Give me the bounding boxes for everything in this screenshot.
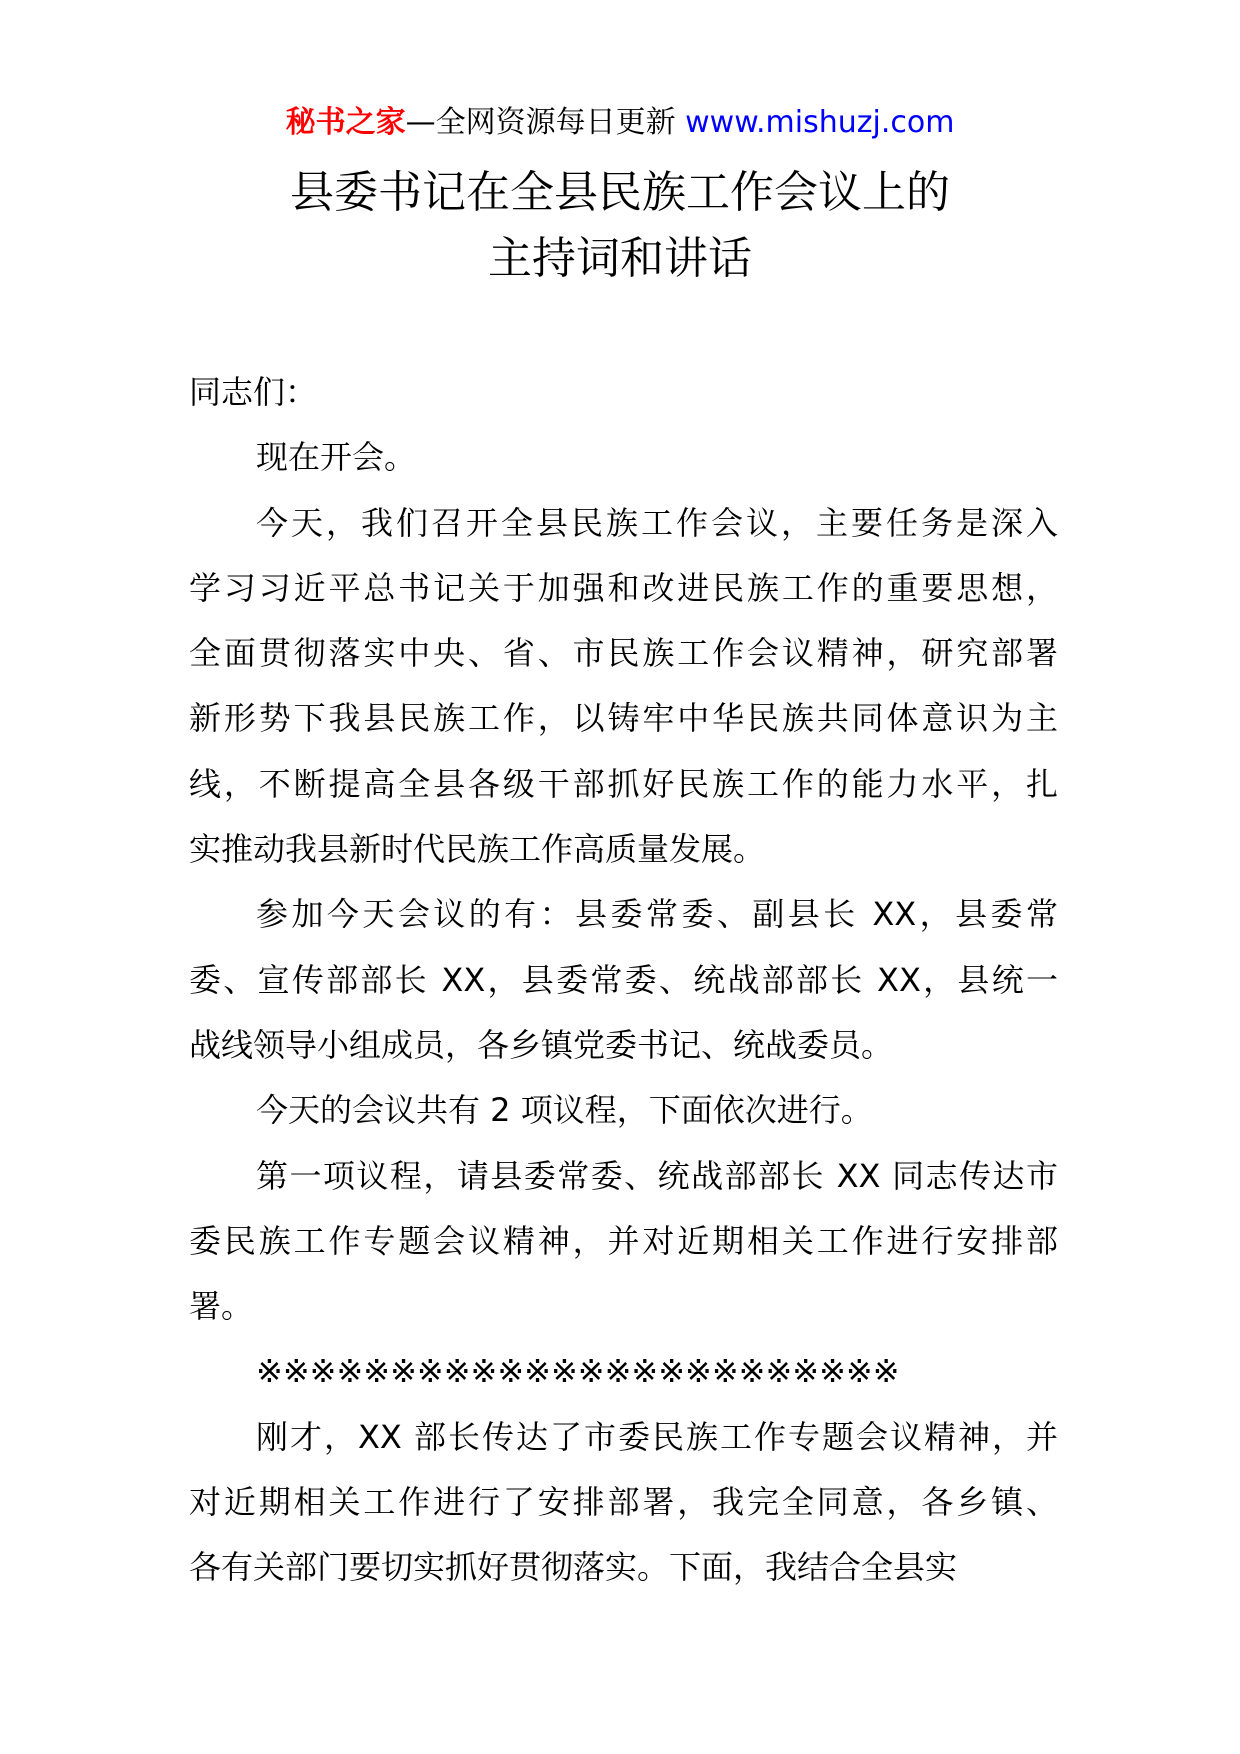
paragraph: [189, 360, 1058, 425]
paragraph: [189, 1339, 1058, 1404]
paragraph: [189, 882, 1058, 1078]
text-line: 战线领导小组成员，各乡镇党委书记、统战委员。: [189, 1025, 894, 1064]
text-line: 各有关部门要切实抓好贯彻落实。下面，我结合全县实: [189, 1548, 958, 1587]
text-line: 今天的会议共有 2 项议程，下面依次进行。: [256, 1091, 873, 1130]
text-line: 委民族工作专题会议精神，并对近期相关工作进行安排部: [189, 1221, 1058, 1260]
text-line: 今天，我们召开全县民族工作会议，主要任务是深入: [256, 503, 1058, 542]
title-line-1: 县委书记在全县民族工作会议上的: [290, 167, 950, 218]
text-line: 对近期相关工作进行了安排部署，我完全同意，各乡镇、: [189, 1483, 1058, 1522]
text-line: 学习习近平总书记关于加强和改进民族工作的重要思想，: [189, 568, 1058, 607]
text-line: 线，不断提高全县各级干部抓好民族工作的能力水平，扎: [189, 764, 1058, 803]
text-line: 第一项议程，请县委常委、统战部部长 XX 同志传达市: [256, 1156, 1058, 1195]
text-line: 全面贯彻落实中央、省、市民族工作会议精神，研究部署: [189, 634, 1058, 673]
document-body: [189, 360, 1058, 1601]
text-line: 参加今天会议的有：县委常委、副县长 XX，县委常: [256, 895, 1058, 934]
text-line: 刚才，XX 部长传达了市委民族工作专题会议精神，并: [256, 1417, 1058, 1456]
paragraph: [189, 1078, 1058, 1143]
tagline: —全网资源每日更新: [405, 105, 676, 140]
paragraph: [189, 425, 1058, 490]
document-title: [0, 160, 1240, 292]
paragraph: [189, 491, 1058, 883]
text-line: ※※※※※※※※※※※※※※※※※※※※※※※※: [256, 1352, 900, 1391]
text-line: 委、宣传部部长 XX，县委常委、统战部部长 XX，县统一: [189, 960, 1058, 999]
text-line: 署。: [189, 1287, 254, 1326]
paragraph: [189, 1144, 1058, 1340]
text-line: 新形势下我县民族工作，以铸牢中华民族共同体意识为主: [189, 699, 1058, 738]
text-line: 实推动我县新时代民族工作高质量发展。: [189, 830, 766, 869]
site-url-link[interactable]: www.mishuzj.com: [685, 105, 955, 140]
text-line: 现在开会。: [256, 438, 417, 477]
brand-name: 秘书之家: [285, 105, 406, 140]
site-header: [0, 103, 1240, 143]
title-line-2: 主持词和讲话: [488, 233, 752, 284]
paragraph: [189, 1405, 1058, 1601]
text-line: 同志们：: [189, 373, 318, 411]
